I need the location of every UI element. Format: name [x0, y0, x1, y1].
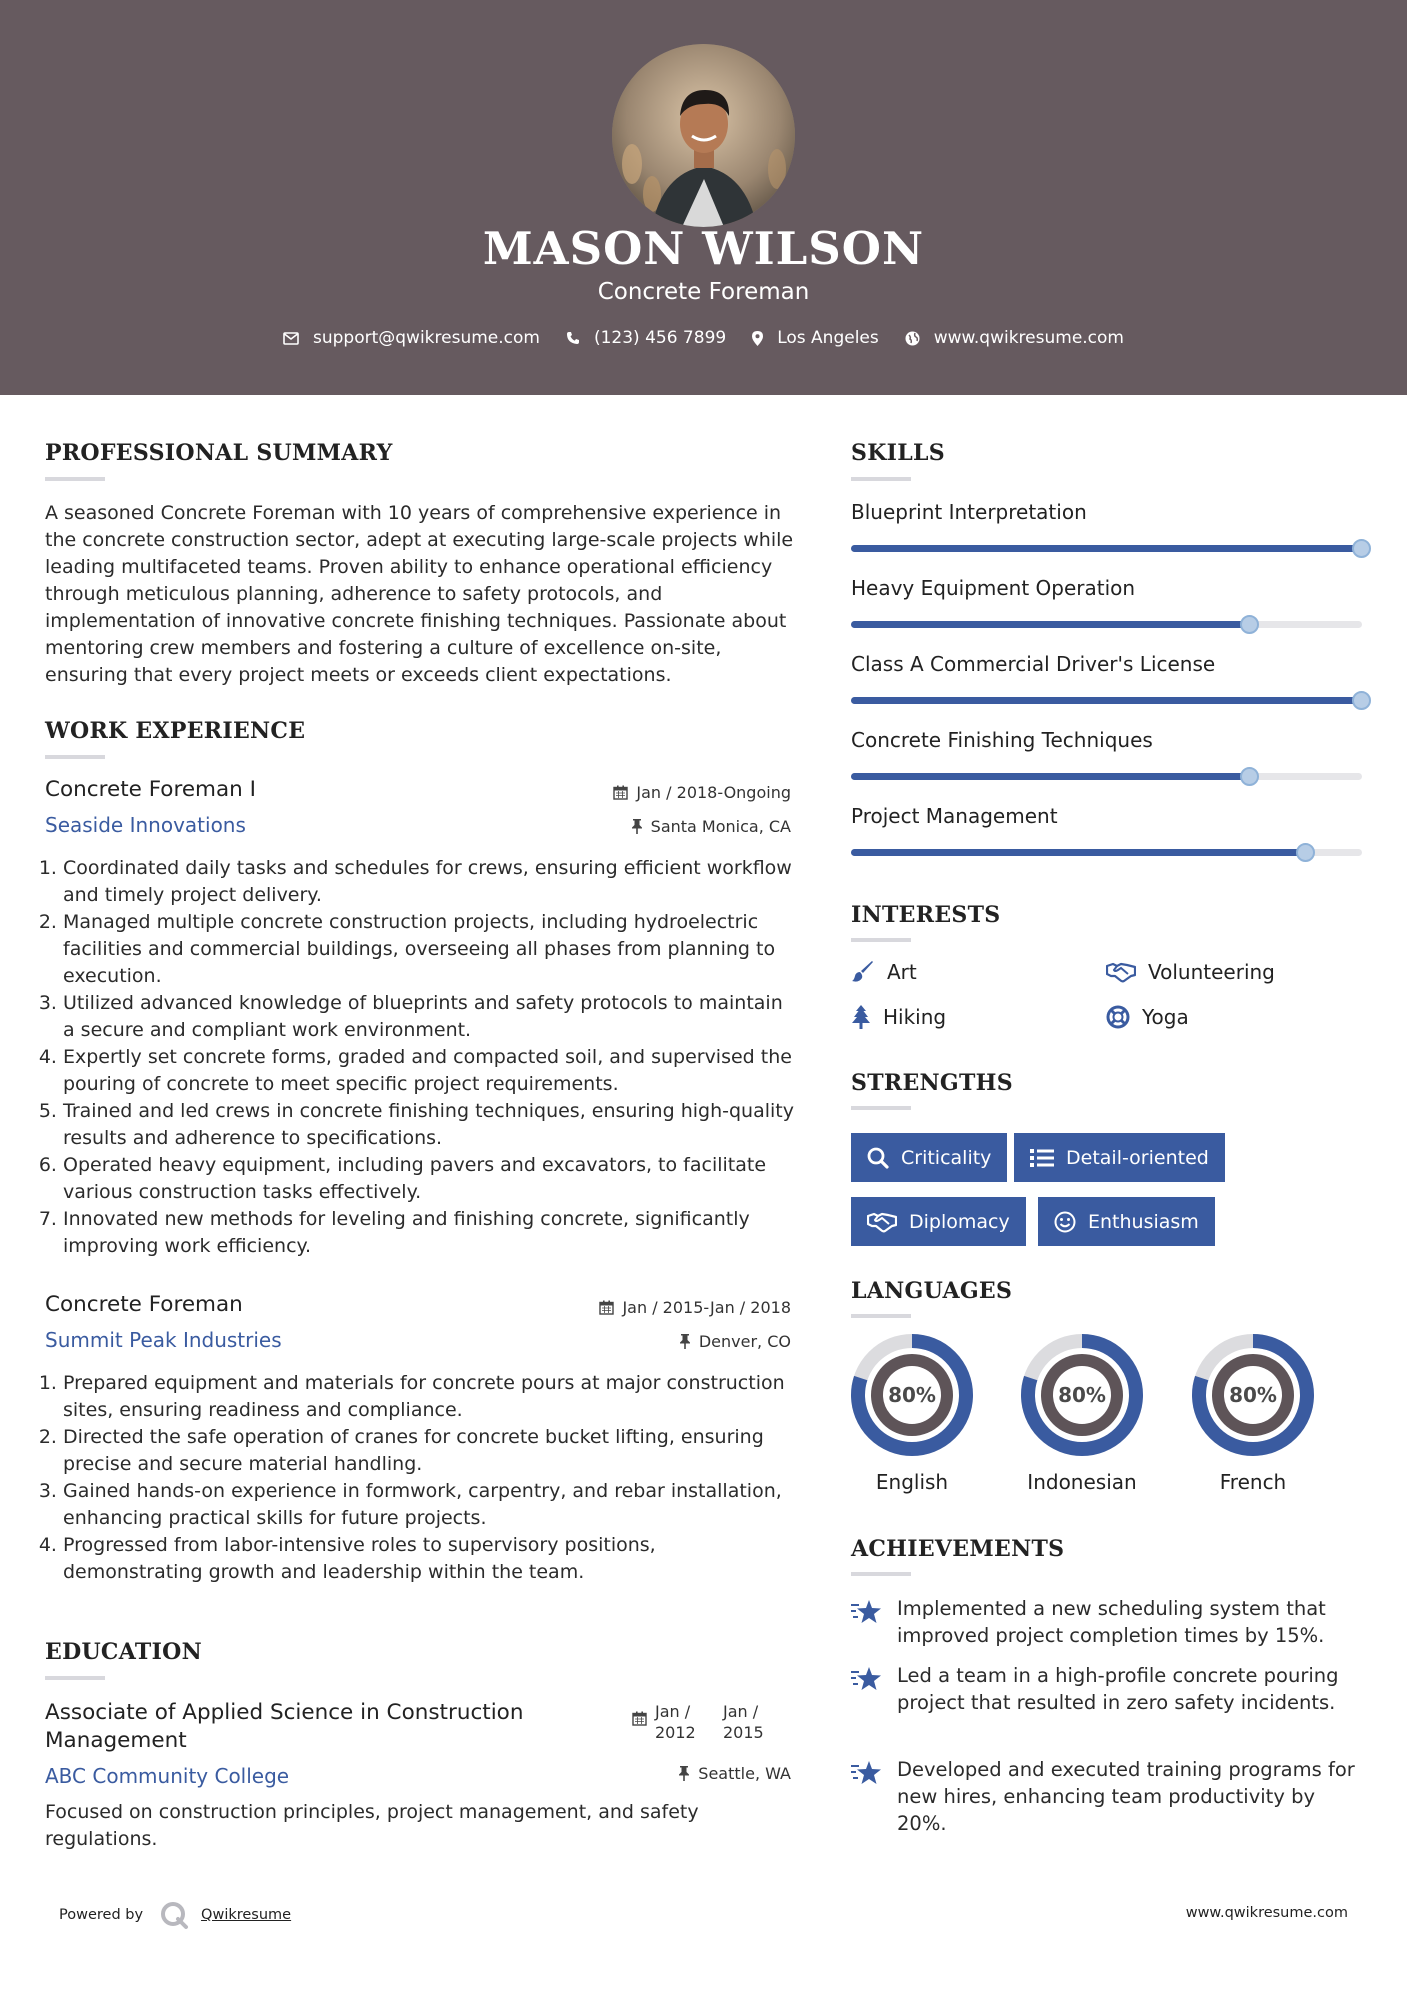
- candidate-name: MASON WILSON: [482, 222, 925, 275]
- skill-bar-fill: [851, 545, 1362, 552]
- job-location-text: Santa Monica, CA: [650, 817, 791, 836]
- skill-label: Concrete Finishing Techniques: [851, 728, 1153, 752]
- skill-bar-track: [851, 773, 1362, 780]
- interest-label: Art: [887, 960, 917, 984]
- star-icon: [851, 1599, 883, 1625]
- lifebuoy-icon: [1106, 1005, 1130, 1029]
- strengths-heading: STRENGTHS: [851, 1070, 1013, 1096]
- education-date: [632, 1701, 781, 1743]
- job-title: Concrete Foreman: [45, 1292, 243, 1317]
- star-icon: [851, 1760, 883, 1786]
- skill-bar-fill: [851, 773, 1250, 780]
- interest-yoga: [1106, 1005, 1189, 1029]
- skill-bar-track: [851, 545, 1362, 552]
- job-location-text: Denver, CO: [698, 1332, 791, 1351]
- company-name: Summit Peak Industries: [45, 1328, 282, 1352]
- smile-icon: [1054, 1211, 1076, 1233]
- powered-by-text: Powered by: [59, 1907, 144, 1923]
- interest-art: [851, 960, 917, 984]
- list-item: 5. Trained and led crews in concrete finishing techniques, ensuring high-quality results and adherence to specifications.: [63, 1098, 800, 1152]
- strength-badge: [1038, 1197, 1215, 1246]
- strength-label: Detail-oriented: [1066, 1146, 1209, 1169]
- interest-volunteering: [1106, 960, 1275, 984]
- education-divider: [45, 1676, 105, 1680]
- qwikresume-logo-icon: [159, 1900, 189, 1930]
- duties-list: [45, 855, 800, 1260]
- experience-heading: WORK EXPERIENCE: [45, 718, 306, 744]
- skill-bar-track: [851, 697, 1362, 704]
- donut-chart: [851, 1334, 973, 1456]
- handshake-icon: [867, 1211, 897, 1233]
- education-date-start: Jan / 2012: [655, 1702, 696, 1742]
- achievement-item: [851, 1662, 1367, 1716]
- skill-label: Blueprint Interpretation: [851, 500, 1087, 524]
- job-date-text: Jan / 2015-Jan / 2018: [622, 1298, 791, 1317]
- language-name: Indonesian: [1027, 1470, 1137, 1494]
- calendar-icon: [632, 1711, 647, 1726]
- strength-label: Diplomacy: [909, 1210, 1010, 1233]
- list-item: 4. Progressed from labor-intensive roles to supervisory positions, demonstrating growth and leadership within the team.: [63, 1532, 800, 1586]
- achievement-text: Implemented a new scheduling system that improved project completion times by 15%.: [897, 1597, 1326, 1647]
- strength-badge: [1014, 1133, 1225, 1182]
- experience-divider: [45, 755, 105, 759]
- list-icon: [1030, 1148, 1054, 1168]
- skill-label: Project Management: [851, 804, 1058, 828]
- achievements-divider: [851, 1572, 911, 1576]
- language-name: French: [1219, 1470, 1287, 1494]
- skill-bar-track: [851, 849, 1362, 856]
- interest-hiking: [851, 1005, 946, 1029]
- calendar-icon: [599, 1300, 614, 1315]
- pushpin-icon: [679, 1334, 691, 1349]
- brand-link[interactable]: Qwikresume: [201, 1907, 292, 1923]
- list-item: 6. Operated heavy equipment, including pavers and excavators, to facilitate various construction tasks effectively.: [63, 1152, 800, 1206]
- skill-bar-knob: [1240, 767, 1259, 786]
- skills-divider: [851, 477, 911, 481]
- education-date-end: Jan / 2015: [723, 1702, 764, 1742]
- location-text: Los Angeles: [777, 328, 879, 348]
- school-name: ABC Community College: [45, 1764, 290, 1788]
- skill-label: Class A Commercial Driver's License: [851, 652, 1216, 676]
- company-name: Seaside Innovations: [45, 813, 246, 837]
- pushpin-icon: [631, 819, 643, 834]
- donut-chart: [1021, 1334, 1143, 1456]
- strength-badge: [851, 1133, 1007, 1182]
- email-text: support@qwikresume.com: [313, 328, 540, 348]
- summary-heading: PROFESSIONAL SUMMARY: [45, 440, 393, 466]
- skill-bar-fill: [851, 697, 1362, 704]
- list-item: 4. Expertly set concrete forms, graded and compacted soil, and supervised the pouring of concrete to meet specific project requirements.: [63, 1044, 800, 1098]
- contact-bar: [0, 328, 1407, 348]
- education-heading: EDUCATION: [45, 1639, 203, 1665]
- phone-icon: [566, 331, 580, 345]
- job-date: [540, 1298, 791, 1317]
- list-item: 3. Utilized advanced knowledge of blueprints and safety protocols to maintain a secure and compliant work environment.: [63, 990, 800, 1044]
- job-date-text: Jan / 2018-Ongoing: [636, 783, 791, 802]
- footer-branding: [59, 1900, 291, 1930]
- skill-bar-knob: [1296, 843, 1315, 862]
- interest-label: Yoga: [1142, 1005, 1189, 1029]
- calendar-icon: [613, 785, 628, 800]
- strength-label: Enthusiasm: [1088, 1210, 1199, 1233]
- skill-bar-knob: [1352, 539, 1371, 558]
- skill-label: Heavy Equipment Operation: [851, 576, 1136, 600]
- list-item: 3. Gained hands-on experience in formwork, carpentry, and rebar installation, enhancing practical skills for future projects.: [63, 1478, 800, 1532]
- interests-divider: [851, 938, 911, 942]
- languages-heading: LANGUAGES: [851, 1278, 1013, 1304]
- contact-website[interactable]: [905, 328, 1124, 348]
- skill-bar-fill: [851, 849, 1306, 856]
- achievement-text: Led a team in a high-profile concrete pouring project that resulted in zero safety incidents.: [897, 1664, 1339, 1714]
- language-donut: [1192, 1334, 1314, 1456]
- interests-heading: INTERESTS: [851, 902, 1001, 928]
- list-item: 2. Managed multiple concrete construction projects, including hydroelectric facilities and commercial buildings, overseeing all phases from planning to execution.: [63, 909, 800, 990]
- handshake-icon: [1106, 961, 1136, 983]
- skill-bar-knob: [1352, 691, 1371, 710]
- strength-badge: [851, 1197, 1026, 1246]
- skill-bar-knob: [1240, 615, 1259, 634]
- education-description: Focused on construction principles, project management, and safety regulations.: [45, 1801, 699, 1850]
- skill-bar-track: [851, 621, 1362, 628]
- website-text: www.qwikresume.com: [933, 328, 1124, 348]
- donut-chart: [1192, 1334, 1314, 1456]
- profile-photo: [612, 44, 795, 227]
- education-location-text: Seattle, WA: [698, 1764, 791, 1783]
- candidate-title: Concrete Foreman: [597, 279, 810, 305]
- language-donut: [1021, 1334, 1143, 1456]
- strengths-divider: [851, 1106, 911, 1110]
- resume-header: [0, 0, 1407, 395]
- achievement-item: [851, 1756, 1367, 1837]
- search-icon: [867, 1147, 889, 1169]
- envelope-icon: [283, 332, 299, 345]
- contact-location[interactable]: [752, 328, 879, 348]
- job-date: [540, 783, 791, 802]
- list-item: 1. Coordinated daily tasks and schedules for crews, ensuring efficient workflow and timely project delivery.: [63, 855, 800, 909]
- achievement-item: [851, 1595, 1367, 1649]
- strength-label: Criticality: [901, 1146, 992, 1169]
- summary-divider: [45, 477, 105, 481]
- skill-bar-fill: [851, 621, 1250, 628]
- language-name: English: [875, 1470, 949, 1494]
- list-item: 2. Directed the safe operation of cranes for concrete bucket lifting, ensuring precise and secure material handling.: [63, 1424, 800, 1478]
- achievement-text: Developed and executed training programs for new hires, enhancing team productivity by 20%.: [897, 1758, 1355, 1835]
- contact-phone[interactable]: [566, 328, 726, 348]
- job-location: [540, 817, 791, 836]
- languages-divider: [851, 1314, 911, 1318]
- language-percent: 80%: [1058, 1383, 1106, 1407]
- job-location: [540, 1332, 791, 1351]
- globe-icon: [905, 331, 920, 346]
- list-item: 7. Innovated new methods for leveling and finishing concrete, significantly improving work efficiency.: [63, 1206, 800, 1260]
- duties-list: [45, 1370, 800, 1586]
- achievements-heading: ACHIEVEMENTS: [851, 1536, 1065, 1562]
- degree-title: Associate of Applied Science in Construction Management: [45, 1700, 524, 1753]
- language-percent: 80%: [1229, 1383, 1277, 1407]
- pushpin-icon: [678, 1766, 690, 1781]
- interest-label: Volunteering: [1148, 960, 1275, 984]
- footer-url[interactable]: www.qwikresume.com: [1185, 1905, 1348, 1921]
- paintbrush-icon: [851, 960, 875, 984]
- map-pin-icon: [752, 331, 763, 346]
- language-percent: 80%: [888, 1383, 936, 1407]
- tree-icon: [851, 1005, 871, 1029]
- interest-label: Hiking: [883, 1005, 947, 1029]
- list-item: 1. Prepared equipment and materials for concrete pours at major construction sites, ensuring readiness and compliance.: [63, 1370, 800, 1424]
- skills-heading: SKILLS: [851, 440, 945, 466]
- job-title: Concrete Foreman I: [45, 777, 256, 802]
- contact-email[interactable]: [283, 328, 540, 348]
- phone-text: (123) 456 7899: [593, 328, 727, 348]
- star-icon: [851, 1666, 883, 1692]
- summary-text: A seasoned Concrete Foreman with 10 years of comprehensive experience in the concrete construction sector, adept at executing large-scale projects while leading multifaceted teams. Proven ability to enhance operational efficiency through meticulous planning, adherence to safety protocols, and implementation of innovative concrete finishing techniques. Passionate about mentoring crew members and fostering a culture of excellence on-site, ensuring that every project meets or exceeds client expectations.: [45, 502, 794, 686]
- language-donut: [851, 1334, 973, 1456]
- education-location: [540, 1764, 791, 1783]
